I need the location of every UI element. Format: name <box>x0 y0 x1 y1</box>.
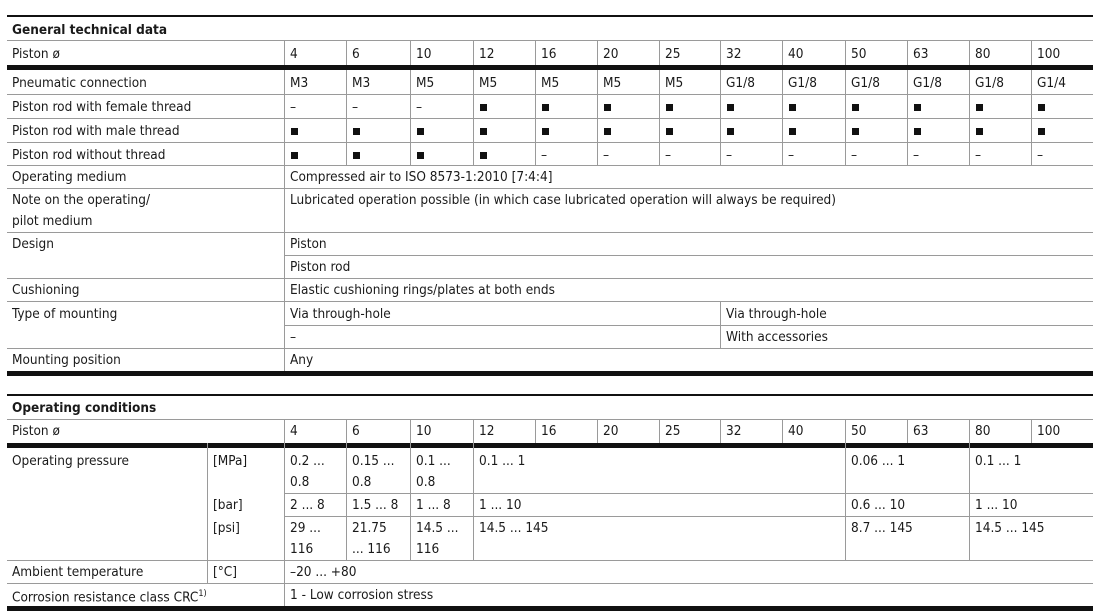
divider <box>410 40 411 65</box>
feature-available-mark <box>479 147 487 163</box>
section2-top-rule <box>7 394 1093 396</box>
feature-available-mark <box>1037 123 1045 139</box>
psi-80-100: 14.5 ... 145 <box>975 520 1045 536</box>
table-cell: G1/8 <box>975 75 1004 91</box>
piston-label: Piston ø <box>12 423 60 439</box>
divider <box>597 70 598 94</box>
divider <box>473 419 474 443</box>
divider <box>969 70 970 94</box>
table-cell: G1/8 <box>726 75 755 91</box>
divider <box>410 118 411 142</box>
divider <box>346 40 347 65</box>
divider <box>346 94 347 118</box>
divider <box>659 419 660 443</box>
table-cell: – <box>603 147 610 163</box>
divider <box>410 443 411 560</box>
mpa-6-line1: 0.15 ... <box>352 453 395 469</box>
feature-available-mark <box>665 99 673 115</box>
divider <box>720 419 721 443</box>
piston-size-12: 12 <box>479 46 495 62</box>
unit-mpa: [MPa] <box>213 453 248 469</box>
piston-size-100: 100 <box>1037 46 1061 62</box>
divider <box>659 70 660 94</box>
piston-size-63: 63 <box>913 46 929 62</box>
divider <box>659 142 660 166</box>
mpa-4-line2: 0.8 <box>290 474 310 490</box>
piston-size-50: 50 <box>851 46 867 62</box>
divider <box>845 94 846 118</box>
filled-square-icon <box>727 128 734 135</box>
ambient-label: Ambient temperature <box>12 564 144 580</box>
piston-label: Piston ø <box>12 46 60 62</box>
table-cell: G1/8 <box>851 75 880 91</box>
feature-available-mark <box>416 147 424 163</box>
divider <box>473 70 474 94</box>
piston-size-20: 20 <box>603 423 619 439</box>
psi-6-line1: 21.75 <box>352 520 387 536</box>
divider <box>473 94 474 118</box>
divider <box>845 443 846 560</box>
psi-10-line1: 14.5 ... <box>416 520 459 536</box>
psi-10-line2: 116 <box>416 541 440 557</box>
bar-10: 1 ... 8 <box>416 497 451 513</box>
table-cell: G1/8 <box>913 75 942 91</box>
filled-square-icon <box>666 104 673 111</box>
divider <box>7 188 1093 189</box>
divider <box>346 419 347 443</box>
piston-size-16: 16 <box>541 46 557 62</box>
divider <box>845 40 846 65</box>
divider <box>410 94 411 118</box>
filled-square-icon <box>542 128 549 135</box>
divider <box>473 443 474 560</box>
ambient-value: –20 ... +80 <box>290 564 357 580</box>
filled-square-icon <box>480 128 487 135</box>
design-label: Design <box>12 236 54 252</box>
divider <box>845 419 846 443</box>
divider <box>1031 142 1032 166</box>
feature-available-mark <box>290 123 298 139</box>
piston-size-40: 40 <box>788 423 804 439</box>
feature-available-mark <box>416 123 424 139</box>
divider <box>969 40 970 65</box>
divider <box>720 40 721 65</box>
footnote-ref: 1) <box>198 589 207 599</box>
mpa-10-line1: 0.1 ... <box>416 453 451 469</box>
divider <box>346 142 347 166</box>
mounting-right-1: Via through-hole <box>726 306 827 322</box>
feature-available-mark <box>788 99 796 115</box>
table-cell: M3 <box>290 75 309 91</box>
divider <box>782 40 783 65</box>
mpa-10-line2: 0.8 <box>416 474 436 490</box>
feature-available-mark <box>352 123 360 139</box>
divider <box>907 118 908 142</box>
divider <box>782 419 783 443</box>
divider <box>284 165 285 371</box>
mounting-left-2: – <box>290 329 297 345</box>
corrosion-label-text: Corrosion resistance class CRC <box>12 589 199 606</box>
piston-size-12: 12 <box>479 423 495 439</box>
row-label: Piston rod with male thread <box>12 123 180 139</box>
feature-available-mark <box>851 123 859 139</box>
divider <box>969 419 970 443</box>
divider <box>782 70 783 94</box>
divider <box>1031 70 1032 94</box>
unit-bar: [bar] <box>213 497 243 513</box>
divider <box>410 142 411 166</box>
table-cell: M5 <box>479 75 498 91</box>
divider <box>1031 94 1032 118</box>
divider <box>410 70 411 94</box>
bar-80-100: 1 ... 10 <box>975 497 1018 513</box>
divider <box>782 94 783 118</box>
divider <box>346 70 347 94</box>
filled-square-icon <box>353 128 360 135</box>
divider <box>597 40 598 65</box>
table-cell: – <box>726 147 733 163</box>
divider <box>7 419 1093 420</box>
divider <box>659 94 660 118</box>
divider <box>7 583 1093 584</box>
divider <box>845 70 846 94</box>
row-label: Pneumatic connection <box>12 75 147 91</box>
divider <box>907 419 908 443</box>
filled-square-icon <box>604 104 611 111</box>
table-cell: M5 <box>603 75 622 91</box>
mounting-left-1: Via through-hole <box>290 306 391 322</box>
piston-size-20: 20 <box>603 46 619 62</box>
mounting-right-2: With accessories <box>726 329 828 345</box>
divider <box>535 419 536 443</box>
piston-size-50: 50 <box>851 423 867 439</box>
filled-square-icon <box>604 128 611 135</box>
mpa-80-100: 0.1 ... 1 <box>975 453 1022 469</box>
filled-square-icon <box>480 104 487 111</box>
divider <box>845 142 846 166</box>
divider <box>969 118 970 142</box>
divider <box>7 348 1093 349</box>
feature-available-mark <box>851 99 859 115</box>
feature-available-mark <box>726 99 734 115</box>
divider <box>845 118 846 142</box>
mounting-position-label: Mounting position <box>12 352 121 368</box>
divider <box>7 118 1093 119</box>
divider <box>535 142 536 166</box>
filled-square-icon <box>417 128 424 135</box>
divider <box>782 118 783 142</box>
cushioning-label: Cushioning <box>12 282 80 298</box>
divider <box>597 142 598 166</box>
table-cell: M5 <box>541 75 560 91</box>
table-cell: – <box>665 147 672 163</box>
unit-psi: [psi] <box>213 520 240 536</box>
feature-available-mark <box>541 99 549 115</box>
divider <box>535 94 536 118</box>
divider <box>7 165 1093 166</box>
divider <box>535 40 536 65</box>
operating-medium-value: Compressed air to ISO 8573-1:2010 [7:4:4] <box>290 169 553 185</box>
piston-size-10: 10 <box>416 46 432 62</box>
divider <box>720 142 721 166</box>
filled-square-icon <box>291 152 298 159</box>
divider <box>284 142 285 166</box>
bar-12-50: 1 ... 10 <box>479 497 522 513</box>
divider <box>597 118 598 142</box>
feature-available-mark <box>788 123 796 139</box>
table-cell: – <box>851 147 858 163</box>
piston-size-10: 10 <box>416 423 432 439</box>
filled-square-icon <box>976 104 983 111</box>
divider <box>535 70 536 94</box>
divider <box>535 118 536 142</box>
divider <box>284 325 1093 326</box>
table-cell: – <box>788 147 795 163</box>
divider <box>969 443 970 560</box>
piston-size-6: 6 <box>352 423 360 439</box>
filled-square-icon <box>789 104 796 111</box>
divider <box>1031 40 1032 65</box>
filled-square-icon <box>1038 104 1045 111</box>
divider <box>1031 419 1032 443</box>
section1-bottom-rule <box>7 371 1093 376</box>
feature-available-mark <box>665 123 673 139</box>
feature-available-mark <box>603 99 611 115</box>
divider <box>284 516 1093 517</box>
row-label: Piston rod without thread <box>12 147 166 163</box>
bar-50-63: 0.6 ... 10 <box>851 497 906 513</box>
feature-available-mark <box>1037 99 1045 115</box>
filled-square-icon <box>914 104 921 111</box>
table-cell: – <box>975 147 982 163</box>
piston-size-63: 63 <box>913 423 929 439</box>
psi-6-line2: ... 116 <box>352 541 391 557</box>
mounting-position-value: Any <box>290 352 314 368</box>
divider <box>207 443 208 583</box>
piston-size-80: 80 <box>975 423 991 439</box>
divider <box>284 493 1093 494</box>
divider <box>284 118 285 142</box>
filled-square-icon <box>417 152 424 159</box>
feature-available-mark <box>479 99 487 115</box>
table-cell: – <box>913 147 920 163</box>
table-cell: G1/8 <box>788 75 817 91</box>
ambient-unit: [°C] <box>213 564 238 580</box>
section1-title: General technical data <box>12 22 168 38</box>
table-cell: M5 <box>665 75 684 91</box>
table-cell: M3 <box>352 75 371 91</box>
divider <box>284 443 285 606</box>
filled-square-icon <box>727 104 734 111</box>
section2-bottom-rule <box>7 606 1093 611</box>
divider <box>473 40 474 65</box>
cushioning-value: Elastic cushioning rings/plates at both ends <box>290 282 555 298</box>
piston-size-25: 25 <box>665 46 681 62</box>
mpa-12-50: 0.1 ... 1 <box>479 453 526 469</box>
header-rule <box>7 65 1093 70</box>
piston-size-40: 40 <box>788 46 804 62</box>
feature-available-mark <box>541 123 549 139</box>
divider <box>7 232 1093 233</box>
section1-top-rule <box>7 15 1093 17</box>
feature-available-mark <box>913 123 921 139</box>
bar-6: 1.5 ... 8 <box>352 497 399 513</box>
divider <box>284 419 285 443</box>
design-value-rod: Piston rod <box>290 259 351 275</box>
divider <box>720 94 721 118</box>
divider <box>7 40 1093 41</box>
piston-size-4: 4 <box>290 46 298 62</box>
divider <box>969 94 970 118</box>
filled-square-icon <box>291 128 298 135</box>
table-cell: – <box>352 99 359 115</box>
divider <box>907 70 908 94</box>
note-label-line1: Note on the operating/ <box>12 192 151 208</box>
divider <box>346 443 347 560</box>
operating-medium-label: Operating medium <box>12 169 127 185</box>
feature-available-mark <box>726 123 734 139</box>
piston-size-6: 6 <box>352 46 360 62</box>
divider <box>473 142 474 166</box>
divider <box>410 419 411 443</box>
divider <box>7 301 1093 302</box>
divider <box>346 118 347 142</box>
psi-4-line2: 116 <box>290 541 314 557</box>
piston-size-32: 32 <box>726 46 742 62</box>
section2-title: Operating conditions <box>12 400 157 416</box>
divider <box>720 118 721 142</box>
psi-12-50: 14.5 ... 145 <box>479 520 549 536</box>
piston-size-16: 16 <box>541 423 557 439</box>
table-cell: M5 <box>416 75 435 91</box>
feature-available-mark <box>603 123 611 139</box>
row-label: Piston rod with female thread <box>12 99 192 115</box>
filled-square-icon <box>666 128 673 135</box>
divider <box>473 118 474 142</box>
corrosion-label <box>12 586 207 606</box>
divider <box>907 94 908 118</box>
divider <box>7 94 1093 95</box>
mpa-4-line1: 0.2 ... <box>290 453 325 469</box>
psi-50-63: 8.7 ... 145 <box>851 520 913 536</box>
table-cell: – <box>541 147 548 163</box>
note-label-line2: pilot medium <box>12 213 93 229</box>
table-cell: – <box>290 99 297 115</box>
feature-available-mark <box>290 147 298 163</box>
divider <box>7 560 1093 561</box>
mpa-6-line2: 0.8 <box>352 474 372 490</box>
filled-square-icon <box>976 128 983 135</box>
psi-4-line1: 29 ... <box>290 520 321 536</box>
filled-square-icon <box>789 128 796 135</box>
piston-size-25: 25 <box>665 423 681 439</box>
piston-size-80: 80 <box>975 46 991 62</box>
design-value-piston: Piston <box>290 236 327 252</box>
filled-square-icon <box>480 152 487 159</box>
piston-size-100: 100 <box>1037 423 1061 439</box>
filled-square-icon <box>914 128 921 135</box>
divider <box>659 118 660 142</box>
mpa-50-63: 0.06 ... 1 <box>851 453 906 469</box>
divider <box>7 278 1093 279</box>
divider <box>720 301 721 348</box>
filled-square-icon <box>852 104 859 111</box>
corrosion-value: 1 - Low corrosion stress <box>290 587 434 603</box>
divider <box>907 142 908 166</box>
filled-square-icon <box>1038 128 1045 135</box>
divider <box>782 142 783 166</box>
filled-square-icon <box>353 152 360 159</box>
divider <box>720 70 721 94</box>
piston-size-4: 4 <box>290 423 298 439</box>
feature-available-mark <box>913 99 921 115</box>
feature-available-mark <box>352 147 360 163</box>
feature-available-mark <box>479 123 487 139</box>
mounting-label: Type of mounting <box>12 306 118 322</box>
table-cell: – <box>416 99 423 115</box>
table-cell: – <box>1037 147 1044 163</box>
divider <box>284 255 1093 256</box>
divider <box>597 419 598 443</box>
divider <box>284 70 285 94</box>
bar-4: 2 ... 8 <box>290 497 325 513</box>
divider <box>659 40 660 65</box>
feature-available-mark <box>975 123 983 139</box>
divider <box>1031 118 1032 142</box>
note-value: Lubricated operation possible (in which case lubricated operation will always be required) <box>290 192 837 208</box>
filled-square-icon <box>852 128 859 135</box>
feature-available-mark <box>975 99 983 115</box>
divider <box>7 142 1093 143</box>
operating-pressure-label: Operating pressure <box>12 453 129 469</box>
header-rule <box>7 443 1093 448</box>
filled-square-icon <box>542 104 549 111</box>
divider <box>969 142 970 166</box>
divider <box>907 40 908 65</box>
divider <box>597 94 598 118</box>
divider <box>284 40 285 65</box>
table-cell: G1/4 <box>1037 75 1066 91</box>
divider <box>284 94 285 118</box>
piston-size-32: 32 <box>726 423 742 439</box>
